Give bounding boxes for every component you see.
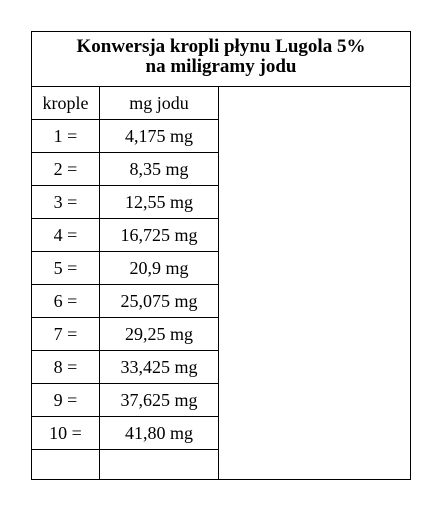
mg-cell: 33,425 mg [120, 357, 198, 377]
drops-cell: 10 = [32, 417, 100, 449]
mg-cell: 20,9 mg [129, 258, 189, 278]
table-row [32, 120, 218, 153]
table-row [32, 186, 218, 219]
title-line-1: Konwersja kropli płynu Lugola 5% [76, 36, 366, 57]
header-mg-iodine: mg jodu [129, 93, 189, 113]
table-row [32, 417, 218, 450]
table-row [32, 318, 218, 351]
conversion-table [31, 31, 411, 480]
mg-cell: 4,175 mg [124, 126, 193, 146]
drops-cell: 4 = [32, 219, 100, 251]
drops-cell: 6 = [32, 285, 100, 317]
drops-cell: 3 = [32, 186, 100, 218]
empty-cell [32, 450, 100, 480]
drops-cell: 1 = [32, 120, 100, 152]
mg-cell: 29,25 mg [124, 324, 193, 344]
mg-cell: 8,35 mg [129, 159, 189, 179]
mg-cell: 12,55 mg [124, 192, 193, 212]
empty-cell [100, 450, 218, 480]
table-grid [32, 87, 219, 479]
table-row [32, 153, 218, 186]
header-row [32, 87, 218, 120]
table-row [32, 285, 218, 318]
mg-cell: 25,075 mg [120, 291, 198, 311]
empty-row [32, 450, 218, 480]
drops-cell: 9 = [32, 384, 100, 416]
mg-cell: 37,625 mg [120, 390, 198, 410]
drops-cell: 2 = [32, 153, 100, 185]
table-row [32, 219, 218, 252]
mg-cell: 41,80 mg [124, 423, 193, 443]
table-title [32, 32, 410, 87]
table-row [32, 384, 218, 417]
drops-cell: 7 = [32, 318, 100, 350]
title-line-2: na miligramy jodu [145, 56, 297, 77]
drops-cell: 8 = [32, 351, 100, 383]
mg-cell: 16,725 mg [120, 225, 198, 245]
table-row [32, 351, 218, 384]
drops-cell: 5 = [32, 252, 100, 284]
header-drops: krople [32, 87, 100, 119]
table-row [32, 252, 218, 285]
